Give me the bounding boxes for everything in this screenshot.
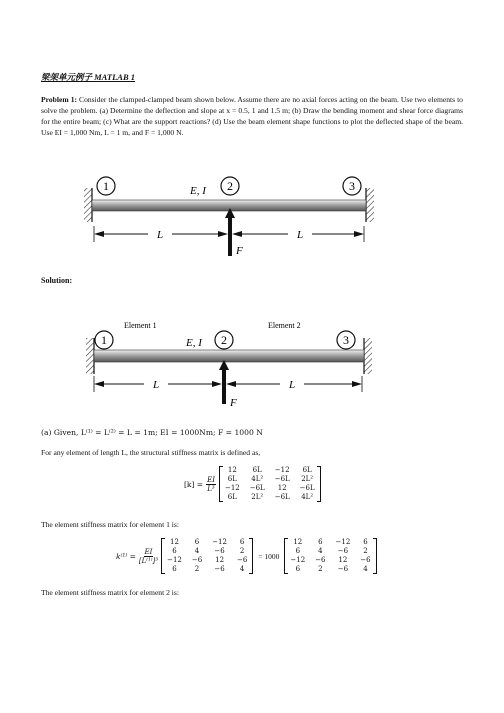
matrix-row xyxy=(285,565,375,574)
matrix-cell: 6L xyxy=(227,493,237,501)
node-3-label: 3 xyxy=(343,333,349,347)
matrix-cell: 6L xyxy=(302,466,312,474)
matrix-cell: −6 xyxy=(214,547,225,555)
given-values: (a) Given, L⁽¹⁾ = L⁽²⁾ = L = 1m; EI = 1000Nm; F = 1000 N xyxy=(41,428,263,437)
matrix-row xyxy=(162,538,252,547)
matrix-cell: 2 xyxy=(239,547,245,555)
right-wall xyxy=(366,188,374,222)
factor-numerator: EI xyxy=(207,475,215,484)
matrix-cell: 4 xyxy=(194,547,200,555)
matrix-row xyxy=(285,547,375,556)
matrix-cell: −6L xyxy=(249,484,265,492)
matrix-row xyxy=(162,547,252,556)
matrix-cell: 12 xyxy=(338,556,348,564)
general-stiffness-equation xyxy=(184,466,321,502)
matrix-cell: −6 xyxy=(214,565,225,573)
matrix-cell: −12 xyxy=(274,466,290,474)
element-1-matrix-factor xyxy=(139,548,158,565)
matrix-row xyxy=(162,565,252,574)
left-wall xyxy=(84,188,92,222)
matrix-row xyxy=(285,556,375,565)
matrix-row xyxy=(220,475,320,484)
element-1-label: Element 1 xyxy=(124,321,157,330)
matrix-cell: 6 xyxy=(318,538,323,546)
matrix-cell: 4 xyxy=(239,565,245,573)
matrix-cell: 4 xyxy=(318,547,323,555)
matrix-cell: −6L xyxy=(299,484,315,492)
beam-figure-2 xyxy=(84,318,376,410)
element-1-matrix-lhs: k⁽¹⁾ = xyxy=(116,551,136,561)
beam-label: E, I xyxy=(190,185,206,197)
matrix-cell: −6 xyxy=(191,556,203,564)
matrix-cell: −6 xyxy=(337,565,349,573)
problem-statement xyxy=(41,94,463,138)
length-label-left: L xyxy=(156,229,164,241)
matrix-cell: −6 xyxy=(236,556,248,564)
matrix-cell: 6 xyxy=(194,538,200,546)
matrix-cell: −12 xyxy=(335,538,351,546)
matrix-cell: 2 xyxy=(194,565,200,573)
general-matrix xyxy=(219,466,321,502)
right-wall xyxy=(364,338,372,374)
matrix-row xyxy=(162,556,252,565)
problem-label: Problem 1: xyxy=(41,95,78,104)
matrix-cell: 4 xyxy=(363,565,368,573)
matrix-row xyxy=(220,484,320,493)
matrix-cell: −12 xyxy=(290,556,306,564)
problem-text: Consider the clamped-clamped beam shown below. Assume there are no axial forces acting on the beam. Use two elements to solve the problem. (a) Determine the deflection and slope at x = 0.5, 1 and 1.5 m; (b) Draw the bending moment and shear force diagrams for the entire beam; (c) What are the support reactions? (d) Use the beam element shape functions to plot the deflected shape of the beam. Use EI = 1,000 Nm, L = 1 m, and F = 1,000 N. xyxy=(41,95,463,137)
matrix-cell: −12 xyxy=(224,484,240,492)
factor-numerator: EI xyxy=(144,547,153,556)
matrix-cell: 2 xyxy=(318,565,323,573)
element-2-label: Element 2 xyxy=(268,321,301,330)
matrix-cell: −12 xyxy=(167,556,182,564)
element-1-intro: The element stiffness matrix for element 1 is: xyxy=(41,520,179,529)
stiffness-intro: For any element of length L, the structural stiffness matrix is defined as, xyxy=(41,448,261,457)
node-1-label: 1 xyxy=(103,179,109,193)
element-1-matrix-scale: = 1000 xyxy=(258,551,280,561)
force-label: F xyxy=(230,397,237,409)
matrix-cell: 12 xyxy=(293,538,303,546)
beam xyxy=(92,200,366,211)
matrix-cell: 6 xyxy=(172,565,177,573)
matrix-cell: 12 xyxy=(215,556,225,564)
factor-denominator: [L⁽¹⁾]³ xyxy=(138,556,159,565)
matrix-cell: 4L² xyxy=(251,475,264,483)
matrix-cell: 2L² xyxy=(301,475,314,483)
element-1-matrix-numeric xyxy=(284,538,376,574)
general-matrix-factor xyxy=(206,476,216,493)
element-1-stiffness-equation xyxy=(116,538,377,574)
matrix-cell: −12 xyxy=(212,538,227,546)
page-title: 梁架单元例子 MATLAB 1 xyxy=(41,72,135,82)
force-label: F xyxy=(236,245,243,257)
force-arrow-shaft xyxy=(222,368,226,404)
solution-heading: Solution: xyxy=(41,276,73,285)
matrix-cell: 6 xyxy=(295,547,301,555)
matrix-cell: 6 xyxy=(295,565,301,573)
matrix-row xyxy=(220,466,320,475)
matrix-row xyxy=(220,493,320,502)
matrix-cell: 4L² xyxy=(301,493,314,501)
matrix-cell: 6 xyxy=(172,547,177,555)
force-arrow-shaft xyxy=(228,216,232,256)
matrix-cell: 6 xyxy=(239,538,245,546)
beam xyxy=(94,350,364,362)
element-1-matrix-symbolic xyxy=(161,538,253,574)
matrix-cell: 6L xyxy=(252,466,262,474)
length-label-right: L xyxy=(288,379,296,391)
node-1-label: 1 xyxy=(101,333,107,347)
node-3-label: 3 xyxy=(349,179,355,193)
left-wall xyxy=(86,338,94,374)
matrix-cell: 2L² xyxy=(251,493,264,501)
matrix-cell: 12 xyxy=(170,538,179,546)
matrix-cell: −6 xyxy=(360,556,371,564)
matrix-row xyxy=(285,538,375,547)
matrix-cell: 6 xyxy=(363,538,368,546)
beam-label: E, I xyxy=(186,337,202,349)
matrix-cell: −6 xyxy=(315,556,326,564)
length-label-right: L xyxy=(296,229,304,241)
matrix-cell: 12 xyxy=(227,466,237,474)
matrix-cell: −6L xyxy=(274,493,290,501)
element-2-intro: The element stiffness matrix for element 2 is: xyxy=(41,588,179,597)
node-2-label: 2 xyxy=(227,179,233,193)
matrix-cell: −6L xyxy=(274,475,290,483)
matrix-cell: 12 xyxy=(277,484,287,492)
matrix-cell: 2 xyxy=(363,547,368,555)
factor-denominator: L³ xyxy=(207,484,215,493)
general-matrix-lhs: [k] = xyxy=(184,479,204,489)
node-2-label: 2 xyxy=(221,333,227,347)
length-label-left: L xyxy=(152,379,160,391)
matrix-cell: −6 xyxy=(337,547,349,555)
matrix-cell: 6L xyxy=(227,475,237,483)
beam-figure-1 xyxy=(82,170,378,260)
